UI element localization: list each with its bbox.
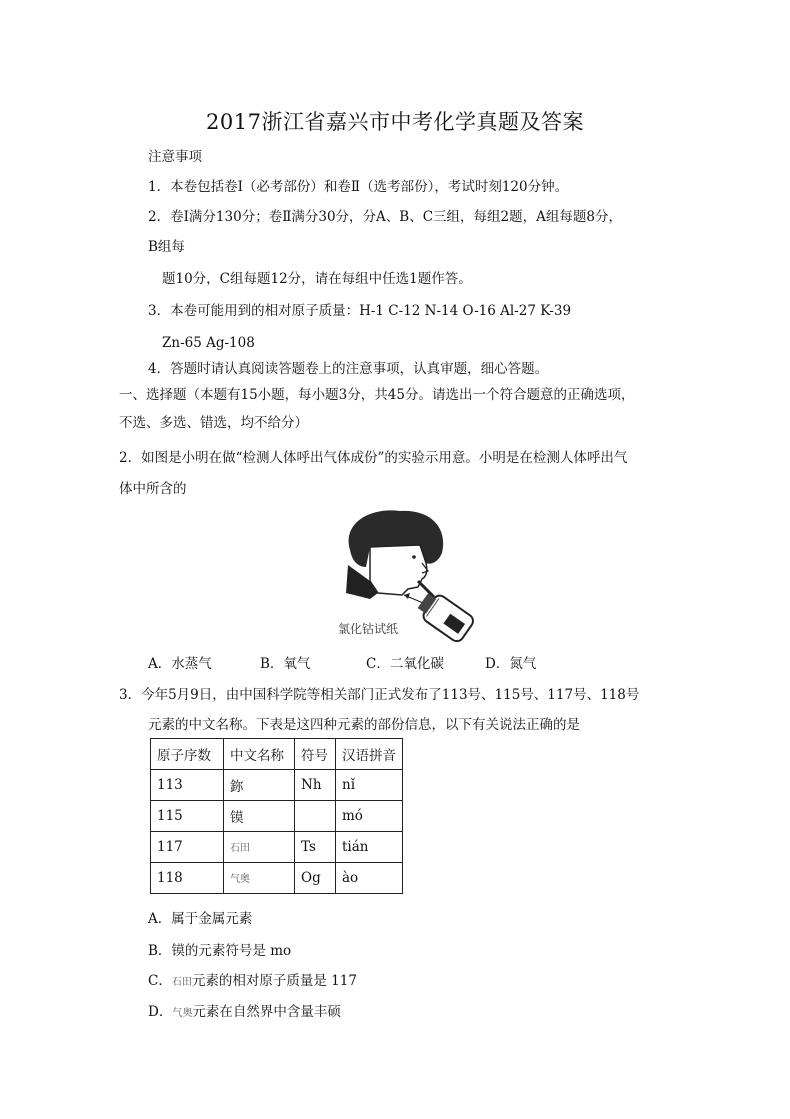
option-text: 元素的相对原子质量是 117: [191, 973, 357, 989]
table-cell: tián: [336, 832, 403, 863]
eye-mark: [412, 555, 416, 559]
notice-item-3: 3．本卷可能用到的相对原子质量：H-1 C-12 N-14 O-16 Al-27 K-39: [148, 303, 572, 319]
table-row: [151, 832, 403, 863]
bottle-icon: [414, 588, 475, 644]
table-cell: 118: [151, 863, 224, 894]
page-title: 2017浙江省嘉兴市中考化学真题及答案: [206, 110, 584, 134]
q3-option-c: [148, 972, 357, 992]
notice-item-3-cont: Zn-65 Ag-108: [162, 335, 255, 351]
table-cell: 113: [151, 770, 224, 801]
option-prefix: C．: [148, 973, 172, 989]
table-cell: Ts: [295, 832, 336, 863]
table-cell: nǐ: [336, 770, 403, 801]
notice-item-4: 4．答题时请认真阅读答题卷上的注意事项，认真审题，细心答题。: [148, 361, 549, 377]
table-cell: ào: [336, 863, 403, 894]
table-cell: 115: [151, 801, 224, 832]
table-header-row: [151, 739, 403, 770]
q3-option-a: A．属于金属元素: [148, 911, 253, 927]
table-cell: 鉨: [224, 770, 295, 801]
section1-line1: 一、选择题（本题有15小题，每小题3分，共45分。请选出一个符合题意的正确选项，: [119, 387, 635, 403]
element-glyph: 石田: [171, 977, 192, 988]
table-row: [151, 801, 403, 832]
table-header: 原子序数: [151, 739, 224, 770]
element-glyph: 气奥: [172, 1008, 193, 1019]
notice-item-2-cont: B组每: [148, 239, 185, 255]
q2-stem: 2．如图是小明在做“检测人体呼出气体成份”的实验示用意。小明是在检测人体呼出气: [119, 450, 628, 466]
notice-item-2-cont2: 题10分，C组每题12分，请在每组中任选1题作答。: [162, 271, 472, 287]
element-glyph: 石田: [230, 843, 250, 854]
q2-option-a: A．水蒸气: [148, 656, 212, 672]
section1-line2: 不选、多选、错选，均不给分）: [119, 415, 308, 431]
table-header: 汉语拼音: [336, 739, 403, 770]
element-table: [150, 738, 403, 894]
face-shape: [370, 545, 427, 595]
element-glyph: 气奥: [230, 874, 250, 885]
table-header: 符号: [295, 739, 336, 770]
q2-stem-cont: 体中所含的: [119, 481, 187, 497]
table-cell: mó: [336, 801, 403, 832]
option-text: 元素在自然界中含量丰硕: [192, 1004, 341, 1020]
experiment-figure: [330, 505, 480, 645]
table-row: [151, 770, 403, 801]
table-row: [151, 863, 403, 894]
table-cell: 117: [151, 832, 224, 863]
q3-option-b: B．镆的元素符号是 mo: [148, 943, 292, 959]
notice-item-1: 1．本卷包括卷Ⅰ（必考部份）和卷Ⅱ（选考部份），考试时刻120分钟。: [148, 179, 569, 195]
figure-label: 氯化钴试纸: [338, 622, 399, 636]
q3-option-d: [148, 1003, 341, 1023]
notice-heading: 注意事项: [148, 149, 202, 165]
tube-shape: [418, 581, 434, 597]
q2-option-b: B．氧气: [260, 656, 311, 672]
table-cell: Og: [295, 863, 336, 894]
q2-option-c: C．二氧化碳: [366, 656, 444, 672]
q3-stem: 3．今年5月9日，由中国科学院等相关部门正式发布了113号、115号、117号、118号: [119, 687, 640, 703]
option-prefix: D．: [148, 1004, 173, 1020]
table-cell: [224, 832, 295, 863]
q3-stem-cont: 元素的中文名称。下表是这四种元素的部份信息，以下有关说法正确的是: [148, 717, 580, 733]
table-cell: Nh: [295, 770, 336, 801]
table-cell: [295, 801, 336, 832]
table-cell: [224, 863, 295, 894]
notice-item-2: 2．卷Ⅰ满分130分；卷Ⅱ满分30分，分A、B、C三组，每组2题，A组每题8分，: [148, 209, 622, 225]
table-header: 中文名称: [224, 739, 295, 770]
table-cell: 镆: [224, 801, 295, 832]
q2-option-d: D．氮气: [485, 656, 537, 672]
